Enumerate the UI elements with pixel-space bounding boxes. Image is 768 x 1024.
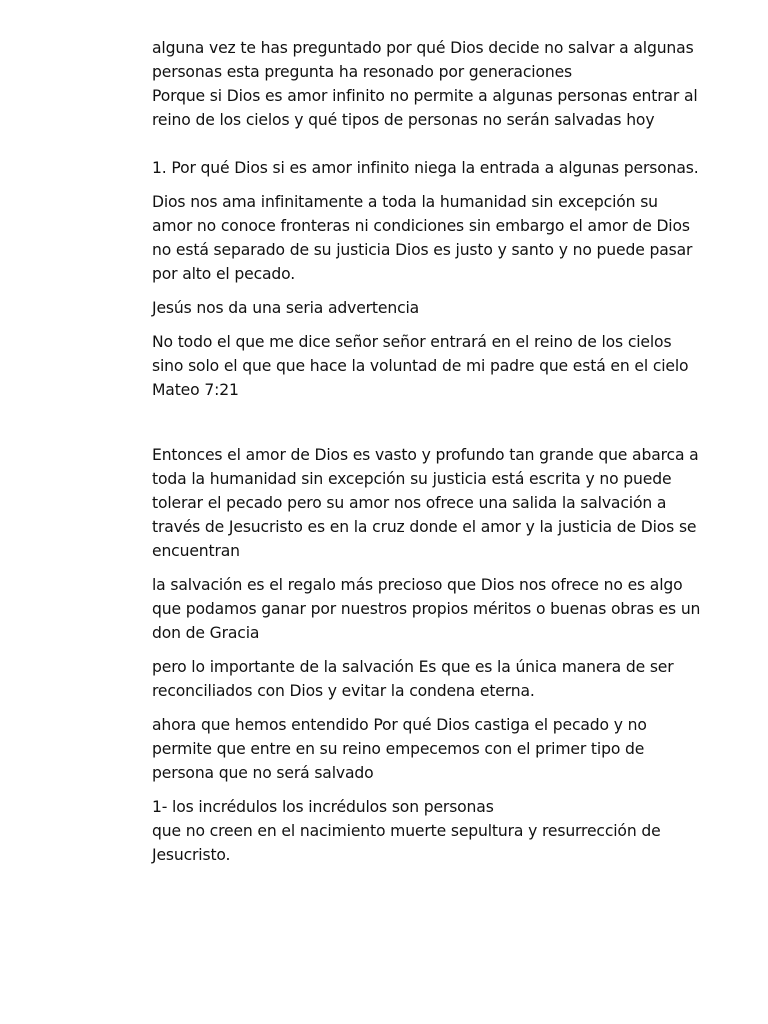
body-paragraph <box>152 713 668 785</box>
text-line: permite que entre en su reino empecemos con el primer tipo de <box>152 740 645 758</box>
body-paragraph <box>152 573 701 645</box>
text-line: Dios nos ama infinitamente a toda la humanidad sin excepción su <box>152 193 658 211</box>
body-paragraph <box>152 190 693 286</box>
text-line: Jesucristo. <box>152 846 231 864</box>
text-line: tolerar el pecado pero su amor nos ofrece una salida la salvación a <box>152 494 667 512</box>
text-line: reino de los cielos y qué tipos de personas no serán salvadas hoy <box>152 111 655 129</box>
text-line: personas esta pregunta ha resonado por generaciones <box>152 63 572 81</box>
text-line: alguna vez te has preguntado por qué Dios decide no salvar a algunas <box>152 39 694 57</box>
text-line: la salvación es el regalo más precioso que Dios nos ofrece no es algo <box>152 576 683 594</box>
text-line: persona que no será salvado <box>152 764 374 782</box>
body-paragraph <box>152 296 668 320</box>
text-line: 1- los incrédulos los incrédulos son personas <box>152 798 494 816</box>
text-line: encuentran <box>152 542 240 560</box>
text-line: través de Jesucristo es en la cruz donde el amor y la justicia de Dios se <box>152 518 697 536</box>
text-line: Entonces el amor de Dios es vasto y profundo tan grande que abarca a <box>152 446 699 464</box>
document-page <box>152 36 701 867</box>
text-line: Mateo 7:21 <box>152 381 239 399</box>
body-paragraph <box>152 443 699 563</box>
text-line: no está separado de su justicia Dios es justo y santo y no puede pasar <box>152 241 693 259</box>
text-line: que podamos ganar por nuestros propios méritos o buenas obras es un <box>152 600 701 618</box>
text-line: ahora que hemos entendido Por qué Dios castiga el pecado y no <box>152 716 647 734</box>
text-line: Porque si Dios es amor infinito no permite a algunas personas entrar al <box>152 87 698 105</box>
quote-paragraph <box>152 330 689 402</box>
text-line: don de Gracia <box>152 624 260 642</box>
section-heading-1 <box>152 156 699 180</box>
text-line: sino solo el que que hace la voluntad de mi padre que está en el cielo <box>152 357 689 375</box>
text-line: toda la humanidad sin excepción su justicia está escrita y no puede <box>152 470 672 488</box>
text-line: 1. Por qué Dios si es amor infinito niega la entrada a algunas personas. <box>152 159 699 177</box>
text-line: reconciliados con Dios y evitar la condena eterna. <box>152 682 535 700</box>
text-line: Jesús nos da una seria advertencia <box>152 299 420 317</box>
intro-paragraph <box>152 36 698 132</box>
list-item-paragraph <box>152 795 668 867</box>
text-line: No todo el que me dice señor señor entrará en el reino de los cielos <box>152 333 672 351</box>
text-line: que no creen en el nacimiento muerte sepultura y resurrección de <box>152 822 661 840</box>
text-line: amor no conoce fronteras ni condiciones sin embargo el amor de Dios <box>152 217 690 235</box>
body-paragraph <box>152 655 674 703</box>
text-line: pero lo importante de la salvación Es que es la única manera de ser <box>152 658 674 676</box>
text-line: por alto el pecado. <box>152 265 296 283</box>
